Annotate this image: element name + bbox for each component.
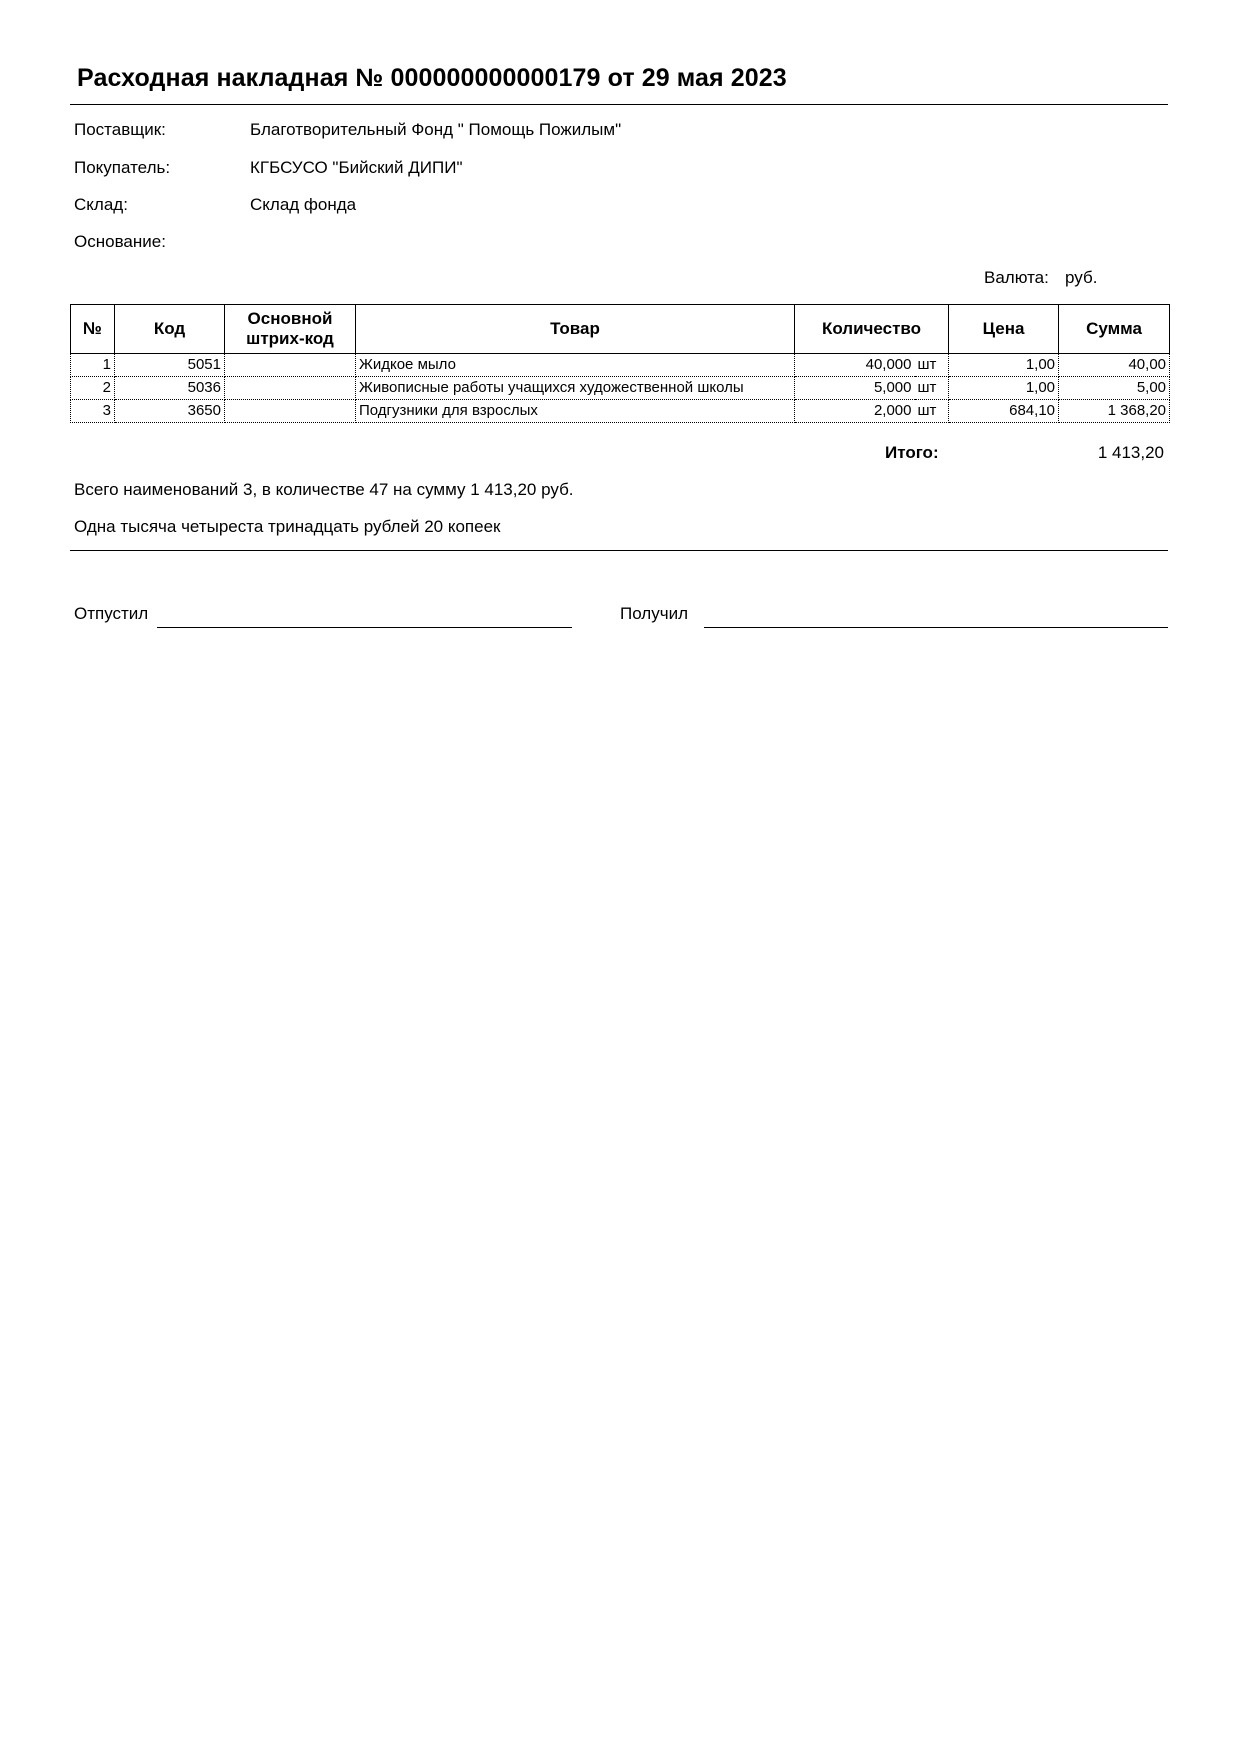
column-header-quantity: Количество — [795, 305, 949, 354]
row-price: 1,00 — [949, 377, 1059, 400]
column-header-code: Код — [115, 305, 225, 354]
row-quantity: 40,000 — [795, 354, 915, 377]
total-value: 1 413,20 — [1097, 443, 1164, 462]
released-signature-line — [157, 627, 572, 628]
column-header-product: Товар — [356, 305, 795, 354]
row-barcode — [225, 354, 356, 377]
row-quantity: 5,000 — [795, 377, 915, 400]
buyer-value: КГБСУСО "Бийский ДИПИ" — [250, 158, 463, 177]
row-product: Живописные работы учащихся художественной школы — [356, 377, 795, 400]
row-number: 2 — [71, 377, 115, 400]
row-price: 1,00 — [949, 354, 1059, 377]
column-header-barcode: Основной штрих-код — [225, 305, 356, 354]
summary-divider — [70, 550, 1168, 551]
row-sum: 5,00 — [1059, 377, 1170, 400]
items-summary: Всего наименований 3, в количестве 47 на сумму 1 413,20 руб. — [74, 480, 574, 499]
row-price: 684,10 — [949, 400, 1059, 423]
row-unit: шт — [915, 400, 949, 423]
row-code: 5051 — [115, 354, 225, 377]
warehouse-value: Склад фонда — [250, 195, 357, 214]
basis-label: Основание: — [74, 232, 166, 251]
row-code: 3650 — [115, 400, 225, 423]
total-label: Итого: — [885, 443, 939, 462]
row-sum: 1 368,20 — [1059, 400, 1170, 423]
column-header-sum: Сумма — [1059, 305, 1170, 354]
supplier-value: Благотворительный Фонд " Помощь Пожилым" — [250, 120, 622, 139]
row-unit: шт — [915, 354, 949, 377]
row-product: Подгузники для взрослых — [356, 400, 795, 423]
amount-in-words: Одна тысяча четыреста тринадцать рублей 20 копеек — [74, 517, 501, 536]
column-header-number: № — [71, 305, 115, 354]
row-number: 1 — [71, 354, 115, 377]
table-row — [71, 400, 1170, 423]
row-code: 5036 — [115, 377, 225, 400]
table-row — [71, 354, 1170, 377]
row-barcode — [225, 377, 356, 400]
table-header-row — [71, 305, 1170, 354]
row-quantity: 2,000 — [795, 400, 915, 423]
released-label: Отпустил — [74, 604, 149, 623]
row-sum: 40,00 — [1059, 354, 1170, 377]
buyer-label: Покупатель: — [74, 158, 171, 177]
supplier-label: Поставщик: — [74, 120, 166, 139]
row-unit: шт — [915, 377, 949, 400]
column-header-price: Цена — [949, 305, 1059, 354]
row-number: 3 — [71, 400, 115, 423]
received-label: Получил — [620, 604, 688, 623]
received-signature-line — [704, 627, 1168, 628]
title-divider — [70, 104, 1168, 105]
currency-label: Валюта: — [984, 268, 1049, 287]
row-barcode — [225, 400, 356, 423]
document-title: Расходная накладная № 000000000000179 от 29 мая 2023 — [77, 64, 787, 92]
currency-value: руб. — [1065, 268, 1098, 287]
row-product: Жидкое мыло — [356, 354, 795, 377]
table-row — [71, 377, 1170, 400]
items-table — [70, 304, 1170, 423]
warehouse-label: Склад: — [74, 195, 128, 214]
